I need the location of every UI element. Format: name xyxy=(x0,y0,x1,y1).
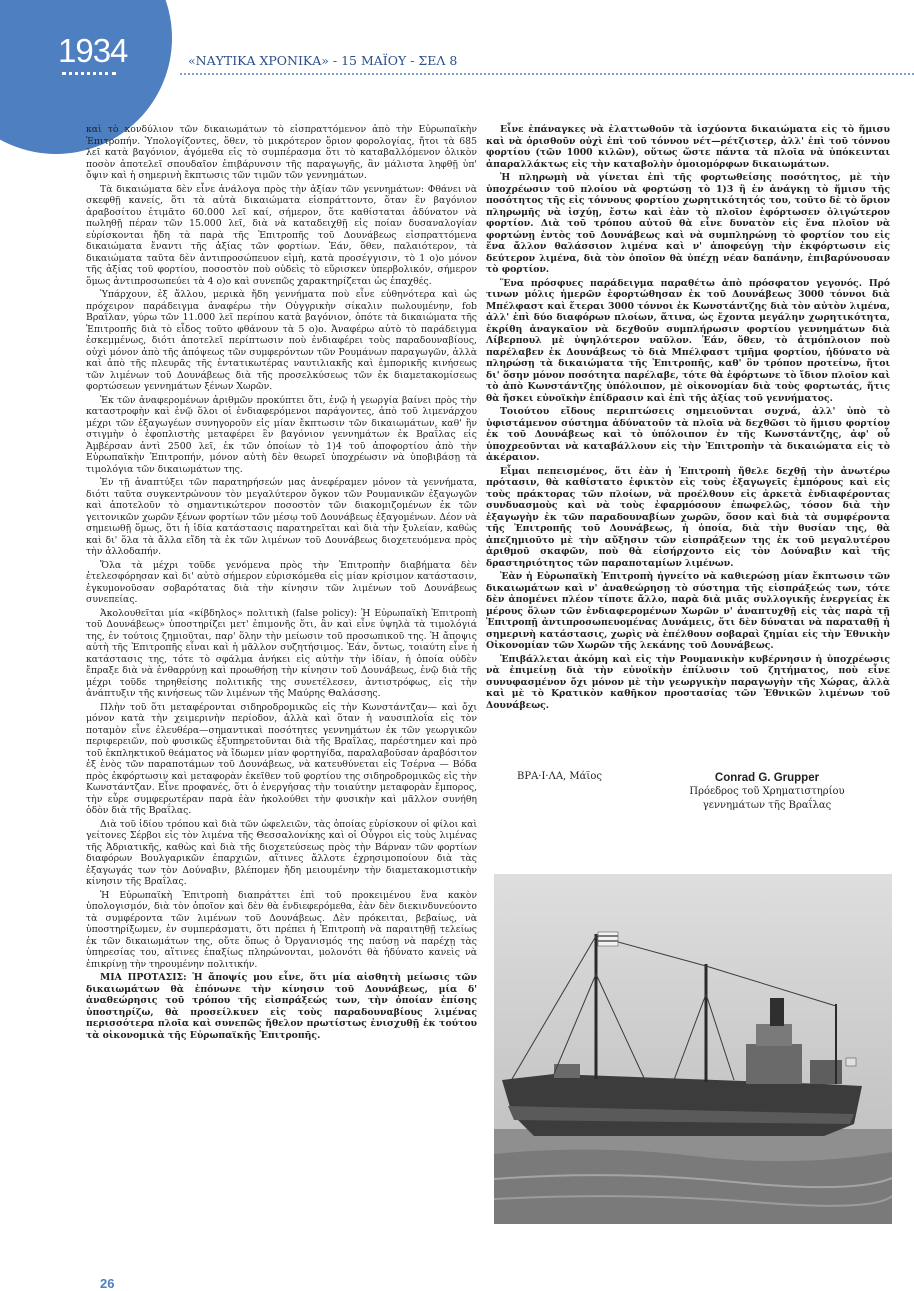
signature-title: Πρόεδρος τοῦ Χρηματιστηρίου xyxy=(689,786,845,797)
paragraph: Ἐὰν ἡ Εὐρωπαϊκὴ Ἐπιτροπὴ ἠγνείτο νὰ καθιερώσῃ μίαν ἔκπτωσιν τῶν δικαιωμάτων καὶ ν' ἀναθεώρησῃ τὸ σύστημα τῆς εἰσπράξεώς των, τότε δὲν ἀπομένει πλέον τίποτε ἄλλο, παρὰ διὰ μιᾶς συλλογικῆς ἐνεργείας ἐκ μέρους ὅλων τῶν ἐνδιαφερομένων Χωρῶν ν' ἀναπτυχθῇ εἰς τὰς παρὰ τῇ Ἐπιτροπῇ ἀντιπροσωπευομένας Δυνάμεις, ὅτι δὲν δύναται νὰ παραταθῇ ἡ σημερινὴ κατάστασις, χωρὶς νὰ ἐπέλθουν σοβαραὶ ζημίαι εἰς τὴν Ἐθνικὴν Οἰκονομίαν τῶν Χωρῶν τῆς λεκάνης τοῦ Δουνάβεως. xyxy=(486,571,890,651)
paragraph: Ἡ Εὐρωπαϊκὴ Ἐπιτροπὴ διαπράττει ἐπὶ τοῦ προκειμένου ἕνα κακὸν ὑπολογισμόν, διὰ τὸν ὁποῖον καὶ δὲν θὰ ἐνδιεφερόμεθα, ἐὰν δὲν διεκινδυνεύοντο τὰ συμφέροντα τῶν λιμένων τοῦ Δουνάβεως. Δὲν πρόκειται, βεβαίως, νὰ ὑποστηρίξωμεν, ἐν συμπεράσματι, ὅτι πρέπει ἡ Ἐπιτροπὴ νὰ παραιτηθῇ τελείως ἐκ τῶν δικαιωμάτων της, οὔτε ὅπως ὁ Ὀργανισμός της παύσῃ νὰ παρέχῃ τὰς ὑπηρεσίας του, αἵτινες ἐπαξίως πληρώνονται, μολονότι θὰ ἠδύνατο κανεὶς νὰ ἐπικρίνῃ τὴν τηρουμένην πολιτικήν. xyxy=(86,889,477,970)
paragraph: Ὑπάρχουν, ἐξ ἄλλου, μερικὰ ἤδη γεννήματα ποὺ εἶνε εὐθηνότερα καὶ ὡς πρόχειρον παράδειγμα ἀναφέρω τὴν Οὐγγρικὴν σίκαλιν πωλουμένην, fob Βραΐλαν, γύρω τῶν 11.000 λεῖ περίπου κατὰ βαγόνιον, ὁπότε τὰ δικαιώματα τῆς Ἐπιτροπῆς διὰ τὸ εἶδος τοῦτο φθάνουν τὰ 5 ο)ο. Ἀναφέρω αὐτὸ τὸ παράδειγμα ἐσκεμμένως, διότι ἀποτελεῖ περίπτωσιν ποὺ ἐνδιαφέρει τοὺς παραδουναβίους, οὐχὶ μόνον ἀπὸ τῆς ἀπόψεως τῶν συμφερόντων τῶν Ρουμάνων παραγωγῶν, ἀλλὰ καὶ ἀπὸ τῆς πλευρᾶς τῆς ἐντατικωτέρας ναυτιλιακῆς καὶ ἐμπορικῆς κινήσεως τῶν λιμένων τοῦ Δουνάβεως διὰ τῆς προσελκύσεως τῶν ἐκ διαμετακομίσεως φορτώσεων γεννημάτων ξένων Χωρῶν. xyxy=(86,289,477,392)
paragraph: Ἡ πληρωμὴ νὰ γίνεται ἐπὶ τῆς φορτωθείσης ποσότητος, μὲ τὴν ὑποχρέωσιν τοῦ πλοίου νὰ φορτώσῃ τὸ 1)3 ἢ ἐν ἀνάγκῃ τὸ ἥμισυ τῆς ποσότητος τῆς εἰς τόννους φορτίου χωρητικότητός του, τοῦτο δὲ τὸ ὅριον πληρωμῆς νὰ ἰσχύῃ, ἔστω καὶ ἐὰν τὸ πλοῖον ἐφόρτωσεν ὀλιγώτερον φορτίον. Διὰ τοῦ τρόπου αὐτοῦ θὰ εἶνε δυνατὸν εἰς ἕνα πλοῖον νὰ φορτώνῃ ἐντὸς τοῦ Δουνάβεως καὶ νὰ συμπληρώνῃ τὸ φορτίον του εἰς ἕνα ἄλλον θαλάσσιον λιμένα καὶ ν' ἀποφεύγῃ τὴν ἐκφόρτωσιν εἰς δεύτερον λιμένα, διὰ τὸν ὁποῖον θὰ ὑπέχῃ νέαν δαπάνην, ἐπιβαρύνουσαν τὸ φορτίον. xyxy=(486,172,890,275)
paragraph: Ἀκολουθεῖται μία «κίβδηλος» πολιτικὴ (false policy): Ἡ Εὐρωπαϊκὴ Ἐπιτροπὴ τοῦ Δουνάβεως» ὑποστηρίζει μετ' ἐπιμονῆς ὅτι, ἂν καὶ εἶνε ὑψηλὰ τὰ τιμολόγιά της, ἐν τούτοις ζημιοῦται, παρ' ὅλην τὴν μείωσιν τοῦ προσωπικοῦ της. Ἡ ἄποψις αὐτὴ τῆς Ἐπιτροπῆς εἶναι καὶ ἡ μᾶλλον συζητήσιμος. Ἐάν, ὄντως, τοιαύτη εἶνε ἡ κατάστασις της, τότε τὸ σφάλμα ἀνήκει εἰς αὐτὴν τὴν ἰδίαν, ἡ ὁποία οὐδὲν ἔπραξε διὰ νὰ ἐνθαρρύνῃ καὶ προωθήσῃ τὴν κίνησιν τοῦ Δουνάβεως, ἐνῷ διὰ τῆς μέχρι τοῦδε τηρηθείσης πολιτικῆς της συνετέλεσεν, ἀντιστρόφως, εἰς τὴν ἀνάπτυξιν τῆς κινήσεως τῶν λιμένων τῆς Μαύρης Θαλάσσης. xyxy=(86,607,477,699)
year-label: 1934 xyxy=(58,32,128,69)
ship-illustration xyxy=(494,874,892,1224)
paragraph: Εἶμαι πεπεισμένος, ὅτι ἐὰν ἡ Ἐπιτροπὴ ἤθελε δεχθῇ τὴν ἀνωτέρω πρότασιν, θὰ καθίστατο ἐφικτὸν εἰς τοὺς ἐξαγωγεῖς ἐμπόρους καὶ εἰς τοὺς πράκτορας τῶν πλοίων, νὰ προέλθουν εἰς ἀρκετὰ ἐνδιαφέροντας συνδυασμοὺς καὶ νὰ τοὺς ἐφαρμόσουν ἐπωφελῶς, τόσον διὰ τὴν ἐξαγωγὴν ἐκ τῶν παραδουναβίων χωρῶν, ὅσον καὶ διὰ τὰ συμφέροντα τῆς Ἐπιτροπῆς τοῦ Δουνάβεως, ἡ ὁποία, διὰ τὴν θυσίαν της, θὰ ἀπεζημιοῦτο μὲ τὴν αὔξησιν τῶν εἰσπράξεων της ἐκ τοῦ μεγαλυτέρου ἀριθμοῦ σκαφῶν, ποὺ θὰ εἰσήρχοντο εἰς τὸν Δούναβιν καὶ τῆς δραστηριότητος τῶν παραποταμίων λιμένων. xyxy=(486,465,890,569)
year-dots-divider xyxy=(62,72,116,75)
paragraph: Ἐκ τῶν ἀναφερομένων ἀριθμῶν προκύπτει ὅτι, ἐνῷ ἡ γεωργία βαίνει πρὸς τὴν καταστροφὴν καὶ ἐνῷ ὅλοι οἱ ἐνδιαφερόμενοι παράγοντες, ἀπὸ τοῦ λιμενάρχου μέχρι τῶν ἐξαγωγέων συνηγοροῦν εἰς μίαν ἔκπτωσιν τῶν δικαιωμάτων, καθ' ἣν στιγμὴν ὁ ἐφοπλιστὴς μεταφέρει ἓν βαγόνιον γεννημάτων ἐκ Βραΐλας εἰς Ἀμβέρσαν ἀντὶ 2500 λεῖ, ἐκ τῶν ὁποίων τὸ 1)4 τοῦ ἀποφορτίου ἀπὸ τὴν Εὐρωπαϊκὴν Ἐπιτροπήν, μόνον αὐτὴ δὲν θεωρεῖ ὑποχρέωσιν νὰ ὑποβιβάσῃ τὰ τιμολόγια τῶν δικαιωμάτων της. xyxy=(86,394,477,475)
paragraph: καὶ τὸ κονδύλιον τῶν δικαιωμάτων τὸ εἰσπραττόμενον ἀπὸ τὴν Εὐρωπαϊκὴν Ἐπιτροπήν. Ὑπολογίζοντες, ὅθεν, τὸ μικρότερον ὅριον φορολογίας, ἤτοι τὰ 685 λεῖ κατὰ βαγόνιον, ἀγόμεθα εἰς τὸ συμπέρασμα ὅτι τὸ καταβαλλόμενον ὁλικὸν ποσὸν ἀποτελεῖ σπουδαῖον ἐπιβάρυνσιν τῆς παραγωγῆς, ἂν μάλιστα ληφθῇ ὑπ' ὄψιν καὶ ἡ σημερινὴ ἔκπτωσις τῶν τιμῶν τῶν γεννημάτων. xyxy=(86,124,477,181)
paragraph: Πλὴν τοῦ ὅτι μεταφέρονται σιδηροδρομικῶς εἰς τὴν Κωνστάντζαν— καὶ ὄχι μόνον κατὰ τὴν χειμερινὴν περίοδον, ἀλλὰ καὶ ὅταν ἡ ναυσιπλοΐα εἰς τὸν ποταμὸν εἶνε ἐλευθέρα—σημαντικαὶ ποσότητες γεννημάτων ἐκ τῶν γεωργικῶν περιφερειῶν, ποὺ φυσικῶς ἐξυπηρετοῦνται διὰ τῆς Βραΐλας, παρέστημεν καὶ πρὸ τοῦ ἐκπληκτικοῦ θεάματος νὰ ἴδωμεν μίαν φορτηγίδα, παραλαβοῦσαν ἀραβόσιτον ἐξ ἑνὸς τῶν παραποτάμων τοῦ Δουνάβεως, νὰ κατευθύνεται εἰς Τσέρνα — Βόδα πρὸς ἐκφόρτωσιν καὶ μεταφορὰν ἐκεῖθεν τοῦ φορτίου της σιδηροδρομικῶς εἰς τὴν Κωνστάντζαν. Εἶνε προφανές, ὅτι ὁ ἐνεργήσας τὴν τοιαύτην μεταφορὰν ἔμπορος, τὴν εὗρε συμφερωτέραν παρὰ ἐὰν ἠκολούθει τὴν φυσικὴν καὶ μᾶλλον συνήθη ὁδὸν διὰ τῆς Βραΐλας. xyxy=(86,701,477,816)
paragraph: Ἕνα πρόσφυες παράδειγμα παραθέτω ἀπὸ πρόσφατον γεγονός. Πρό τινων μόλις ἡμερῶν ἐφορτώθησαν ἐκ τοῦ Δουνάβεως 3000 τόννοι διὰ Μπέλφαστ καὶ ἕτεραι 3000 τόννοι ἐκ Κωνστάντζης διὰ τὸν αὐτὸν λιμένα, ἀλλ' ἐπὶ δύο διαφόρων πλοίων, ἅτινα, ὡς ἔχοντα μεγάλην χωρητικότητα, ἐκρίθη ἀναγκαῖον νὰ δεχθοῦν συμπλήρωσιν φορτίου γεννημάτων διὰ Λίβερπουλ μὲ ὑψηλότερον ναῦλον. Ἐάν, ὅθεν, τὸ ἀτμόπλοιον ποὺ παρέλαβεν ἐκ Δουνάβεως τὸ διὰ Μπέλφαστ τμῆμα φορτίου, ἠδύνατο νὰ πληρώσῃ τὰ δικαιώματα τῆς Ἐπιτροπῆς, καθ' ὃν τρόπον προτείνω, ἤτοι δι' ὅσην μόνον ποσότητα παρέλαβε, τότε θὰ ἐφόρτωνε τὸ ἴδιον πλοῖον καὶ τὸ ἀπὸ Κωνστάντζης ὑπόλοιπον, μὲ οἰκονομίαν διὰ τοὺς φορτωτάς, ἥτις θὰ ἤσκει εὐνοϊκὴν ἐπίδρασιν καὶ ἐπὶ τῆς ἀξίας τοῦ γεννήματος. xyxy=(486,277,890,404)
article-column-left xyxy=(86,124,477,1043)
signature-block xyxy=(652,771,882,813)
paragraph: Ἐν τῇ ἀναπτύξει τῶν παρατηρήσεών μας ἀνεφέραμεν μόνον τὰ γεννήματα, διότι ταῦτα συγκεντρώνουν τὸν μεγαλύτερον ὄγκον τῶν Ρουμανικῶν ἐξαγωγῶν καὶ ἀποτελοῦν τὸ σημαντικώτερον ποσοστὸν τῶν διακομιζομένων ἐκ τῶν γειτονικῶν χωρῶν ξένων φορτίων τῶν μέσῳ τοῦ Δουνάβεως ἐξαγομένων. Δέον νὰ σημειωθῇ ὅμως, ὅτι ἡ ἰδία κατάστασις παρατηρεῖται καὶ διὰ τὴν ξυλείαν, καθὼς καὶ δι' ὅλα τὰ ἄλλα εἴδη τὰ ἐκ τῶν λιμένων τοῦ Δουνάβεως διοχετευόμενα πρὸς τὴν ἀλλοδαπήν. xyxy=(86,477,477,557)
cargo-ship-photo xyxy=(494,874,892,1224)
paragraph: Ὅλα τὰ μέχρι τοῦδε γενόμενα πρὸς τὴν Ἐπιτροπὴν διαβήματα δὲν ἐτελεσφόρησαν καὶ δι' αὐτὸ σήμερον εὑρισκόμεθα εἰς μίαν κρίσιμον κατάστασιν, ἐγκυμονοῦσαν σοβαρότατας διὰ τὴν κίνησιν τῶν λιμένων τοῦ Δουνάβεως συνεπείας. xyxy=(86,559,477,605)
signature-title: γεννημάτων τῆς Βραΐλας xyxy=(702,800,832,811)
signature-place-date: ΒΡΑ·Ι·ΛΑ, Μάϊος xyxy=(517,771,602,782)
paragraph: Τοιούτου εἴδους περιπτώσεις σημειοῦνται συχνά, ἀλλ' ὑπὸ τὸ ὑφιστάμενον σύστημα ἀδύνατοῦν τὰ πλοῖα νὰ δεχθῶσι τὸ ἥμισυ φορτίον ἐκ τοῦ Δουνάβεως καὶ τὸ ὑπόλοιπον ἐν τῆς Κωνστάντζης, ἀφ' οὗ ὑποχρεοῦνται νὰ καταβάλλουν εἰς τὴν Ἐπιτροπὴν τὰ δικαιώματα εἰς τὸ ἀκέραιον. xyxy=(486,406,890,463)
paragraph: Διὰ τοῦ ἰδίου τρόπου καὶ διὰ τῶν ὠφελειῶν, τὰς ὁποίας εὑρίσκουν οἱ φίλοι καὶ γείτονες Σέρβοι εἰς τὸν λιμένα τῆς Θεσσαλονίκης καὶ οἱ Οὗγροι εἰς τοὺς λιμένας τῆς Ἀδριατικῆς, καθὼς καὶ διὰ τῆς διοχετεύσεως πρὸς τὴν Βάρναν τῶν φορτίων διαφόρων Βουλγαρικῶν ἐπαρχιῶν, αἵτινες ἄλλοτε ἐχρησιμοποίουν διὰ τὰς ἐξαγωγάς των τὸν Δούναβιν, βλέπομεν ἤδη μειουμένην τὴν διαμετακομιστικὴν κίνησιν τῆς Βραΐλας. xyxy=(86,818,477,887)
page-number: 26 xyxy=(100,1276,115,1291)
running-head: «ΝΑΥΤΙΚΑ ΧΡΟΝΙΚΑ» - 15 ΜΑΪΟΥ - ΣΕΛ 8 xyxy=(188,53,458,68)
paragraph: Ἐπιβάλλεται ἀκόμη καὶ εἰς τὴν Ρουμανικὴν κυβέρνησιν ἡ ὑποχρέωσις νὰ ἐπιμείνῃ διὰ τὴν εὐνοϊκὴν ἐπίλυσιν τοῦ ζητήματος, ποὺ εἶνε συνυφασμένον ὄχι μόνον μὲ τὴν γεωργικὴν παραγωγὴν τῆς Χώρας, ἀλλὰ καὶ μὲ τὸ Κρατικὸν καθῆκον προστασίας τῶν Ἐθνικῶν λιμένων τοῦ Δουνάβεως. xyxy=(486,653,890,711)
paragraph: Τὰ δικαιώματα δὲν εἶνε ἀνάλογα πρὸς τὴν ἀξίαν τῶν γεννημάτων: Φθάνει νὰ σκεφθῇ κανείς, ὅτι τὰ αὐτὰ δικαιώματα εἰσπράττοντο, ὅταν ἓν βαγόνιον ἀραβοσίτου ἐτιμᾶτο 60.000 λεῖ καί, σήμερον, ὅτε καθίσταται ἀδύνατον νὰ πωληθῇ πέραν τῶν 15.000 λεῖ, διὰ νὰ καταδειχθῇ εἰς ποίαν δυσαναλογίαν εὑρίσκονται ἤδη τὰ παρὰ τῆς Ἐπιτροπῆς τοῦ Δουνάβεως εἰσπραττόμενα δικαιώματα ἔναντι τῆς ἀξίας τῶν φορτίων. Ἐάν, ὅθεν, παλαιότερον, τὰ δικαιώματα ταῦτα δὲν ἀντιπροσώπευον εἰμὴ, κατὰ προσέγγισιν, τὸ 1 ο)ο μόνον τῆς ἀξίας τοῦ φορτίου, ποσοστὸν ποὺ οὐδεὶς τὸ εὕρισκεν ὑπερβολικόν, σήμερον ὅμως ἀντιπροσωπεύει τὰ 4 ο)ο καὶ συνεπῶς χαρακτηρίζεται ὡς ἐπαχθές. xyxy=(86,183,477,287)
paragraph-proposal: ΜΙΑ ΠΡΟΤΑΣΙΣ: Ἡ ἄποψίς μου εἶνε, ὅτι μία αἰσθητὴ μείωσις τῶν δικαιωμάτων θὰ ἐπόνωνε τὴν κίνησιν τοῦ Δουνάβεως, μία δ' ἀναθεώρησις τοῦ τρόπου τῆς εἰσπράξεώς των, τὴν ὁποίαν ἐπίσης ὑποστηρίζω, θὰ προσείλκυεν εἰς τοὺς παραδουναβίους λιμένας περισσότερα πλοῖα καὶ συνεπῶς ἤθελον πρωτίστως ἐνισχυθῇ ἐκ τούτου τὰ οἰκονομικὰ τῆς Εὐρωπαϊκῆς Ἐπιτροπῆς. xyxy=(86,972,477,1041)
paragraph: Εἶνε ἐπάναγκες νὰ ἐλαττωθοῦν τὰ ἰσχύοντα δικαιώματα εἰς τὸ ἥμισυ καὶ νὰ ὁρισθοῦν οὐχὶ ἐπὶ τοῦ τόννου νέτ—ρέτζιστερ, ἀλλ' ἐπὶ τοῦ τόννου φορτίου (τῶν 1000 κιλῶν), οὕτως ὥστε πάντα τὰ πλοῖα νὰ ὑπόκεινται ἀπαραλλάκτως εἰς τὴν καταβολὴν ὁμοιομόρφων δικαιωμάτων. xyxy=(486,124,890,170)
article-column-right xyxy=(486,124,890,713)
signature-name: Conrad G. Grupper xyxy=(714,772,820,784)
header-dotted-rule xyxy=(180,73,914,75)
